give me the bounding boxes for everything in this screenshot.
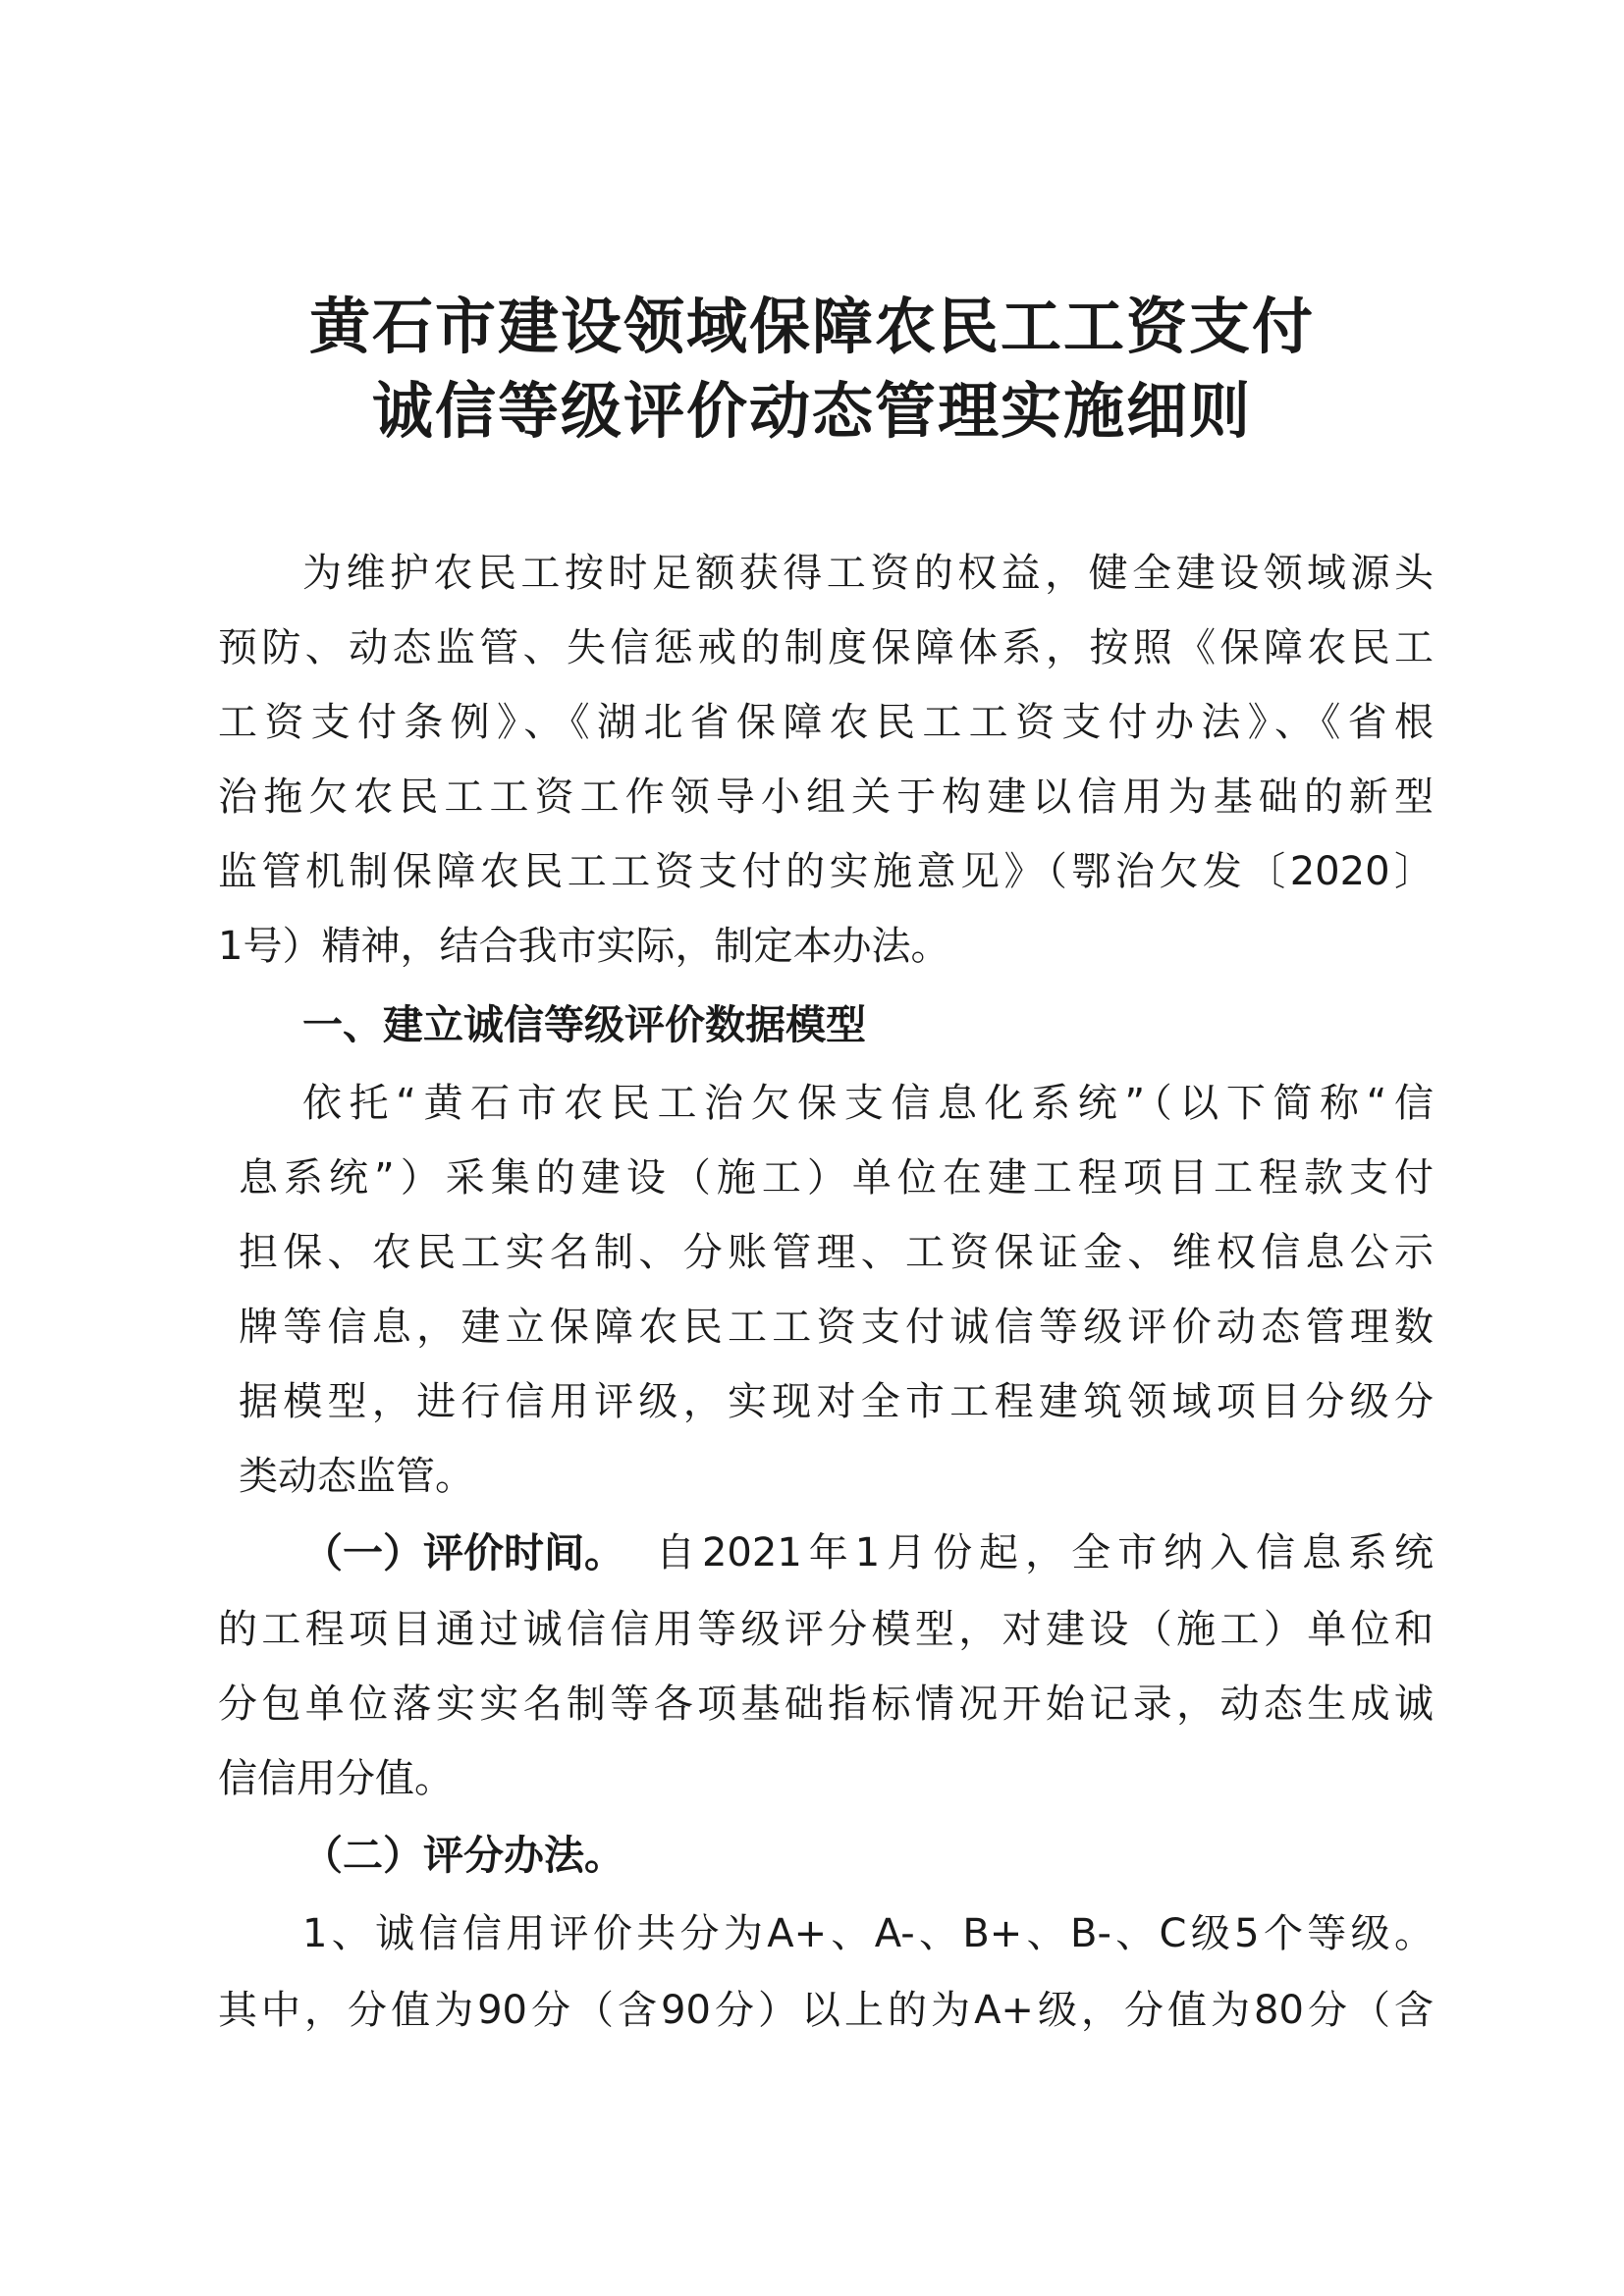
section-body-line: 担保、农民工实名制、分账管理、工资保证金、维权信息公示	[239, 1230, 1434, 1275]
intro-line: 监管机制保障农民工工资支付的实施意见》（鄂治欠发〔2020〕	[218, 849, 1434, 894]
subsection-body-line: 其中，分值为90分（含90分）以上的为A+级，分值为80分（含	[218, 1988, 1434, 2033]
subsection-body-line: 信信用分值。	[218, 1756, 454, 1801]
subsection-body-line: 1、诚信信用评价共分为A+、A-、B+、B-、C级5个等级。	[302, 1911, 1434, 1956]
document-title-line-1: 黄石市建设领域保障农民工工资支付	[308, 291, 1315, 362]
section-heading: 一、建立诚信等级评价数据模型	[302, 1001, 866, 1048]
intro-line: 治拖欠农民工工资工作领导小组关于构建以信用为基础的新型	[218, 774, 1434, 820]
section-body-line: 息系统”）采集的建设（施工）单位在建工程项目工程款支付	[239, 1155, 1434, 1201]
subsection-label: （二）评分办法。	[302, 1832, 624, 1879]
subsection-body-line: 的工程项目通过诚信信用等级评分模型，对建设（施工）单位和	[218, 1607, 1434, 1652]
section-body-line: 牌等信息，建立保障农民工工资支付诚信等级评价动态管理数	[239, 1305, 1434, 1350]
document-title-line-2: 诚信等级评价动态管理实施细则	[371, 375, 1252, 447]
section-body-line: 据模型，进行信用评级，实现对全市工程建筑领域项目分级分	[239, 1379, 1434, 1424]
intro-line: 1号）精神，结合我市实际，制定本办法。	[218, 924, 950, 969]
subsection-body-line: 自2021年1月份起，全市纳入信息系统	[656, 1530, 1434, 1575]
section-body-line: 依托“黄石市农民工治欠保支信息化系统”（以下简称“信	[302, 1081, 1434, 1126]
intro-line: 预防、动态监管、失信惩戒的制度保障体系，按照《保障农民工	[218, 625, 1434, 670]
subsection-label: （一）评价时间。	[302, 1529, 624, 1576]
intro-line: 工资支付条例》、《湖北省保障农民工工资支付办法》、《省根	[218, 700, 1434, 745]
section-body-line: 类动态监管。	[239, 1454, 474, 1499]
subsection-body-line: 分包单位落实实名制等各项基础指标情况开始记录，动态生成诚	[218, 1682, 1434, 1727]
intro-line: 为维护农民工按时足额获得工资的权益，健全建设领域源头	[302, 551, 1434, 596]
